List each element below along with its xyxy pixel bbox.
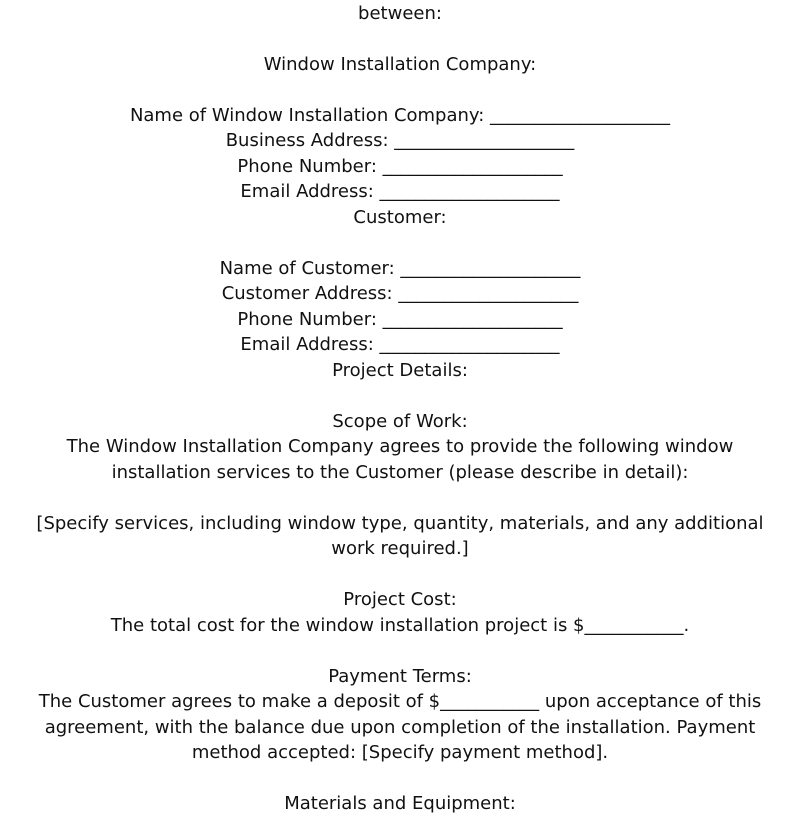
scope-paragraph-line-1: The Window Installation Company agrees to provide the following window	[66, 436, 734, 457]
payment-terms-line-1: The Customer agrees to make a deposit of $___________ upon acceptance of this	[38, 691, 762, 712]
payment-terms-line-3: method accepted: [Specify payment method].	[191, 742, 609, 763]
payment-terms-line-2: agreement, with the balance due upon completion of the installation. Payment	[44, 717, 756, 738]
company-phone-field: Phone Number: ____________________	[237, 156, 563, 177]
business-address-field: Business Address: ____________________	[225, 130, 575, 151]
specify-services-line-2: work required.]	[331, 538, 469, 559]
customer-email-field: Email Address: ____________________	[240, 334, 560, 355]
materials-equipment-heading: Materials and Equipment:	[284, 793, 516, 814]
customer-phone-field: Phone Number: ____________________	[237, 309, 563, 330]
scope-of-work-heading: Scope of Work:	[332, 411, 468, 432]
between-text: between:	[358, 3, 442, 24]
customer-name-field: Name of Customer: ____________________	[219, 258, 581, 279]
customer-heading: Customer:	[353, 207, 447, 228]
customer-address-field: Customer Address: ____________________	[221, 283, 579, 304]
project-cost-line: The total cost for the window installation project is $___________.	[110, 615, 690, 636]
scope-paragraph-line-2: installation services to the Customer (please describe in detail):	[111, 462, 689, 483]
specify-services-line-1: [Specify services, including window type, quantity, materials, and any additional	[36, 513, 764, 534]
company-heading: Window Installation Company:	[263, 54, 537, 75]
payment-terms-heading: Payment Terms:	[328, 666, 472, 687]
company-email-field: Email Address: ____________________	[240, 181, 560, 202]
company-name-field: Name of Window Installation Company: ____________________	[129, 105, 671, 126]
project-details-heading: Project Details:	[332, 360, 468, 381]
project-cost-heading: Project Cost:	[343, 589, 457, 610]
